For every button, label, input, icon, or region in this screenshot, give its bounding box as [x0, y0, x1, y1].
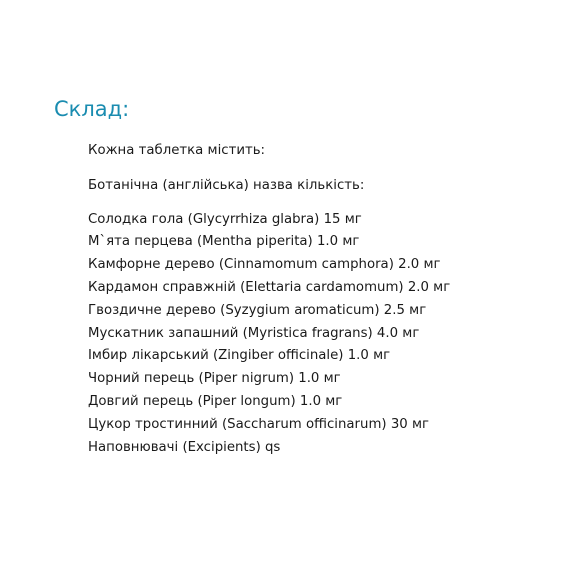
ingredient-item: Довгий перець (Piper longum) 1.0 мг — [88, 393, 343, 409]
ingredient-item: М`ята перцева (Mentha piperita) 1.0 мг — [88, 234, 360, 250]
ingredient-list — [88, 209, 558, 460]
composition-content — [88, 140, 558, 459]
intro-text: Кожна таблетка містить: — [88, 143, 266, 158]
ingredient-item: Імбир лікарський (Zingiber officinale) 1.0 мг — [88, 348, 391, 364]
ingredient-item: Кардамон справжній (Elettaria cardamomum) 2.0 мг — [88, 279, 451, 295]
ingredient-item: Гвоздичне дерево (Syzygium aromaticum) 2.5 мг — [88, 302, 427, 318]
ingredient-item: Наповнювачі (Excipients) qs — [88, 439, 281, 455]
ingredient-item: Солодка гола (Glycyrrhiza glabra) 15 мг — [88, 211, 362, 227]
ingredient-item: Камфорне дерево (Cinnamomum camphora) 2.0 мг — [88, 257, 441, 273]
ingredient-item: Цукор тростинний (Saccharum officinarum) 30 мг — [88, 416, 429, 432]
ingredient-item: Чорний перець (Piper nigrum) 1.0 мг — [88, 371, 341, 387]
ingredient-item: Мускатник запашний (Myristica fragrans) 4.0 мг — [88, 325, 420, 341]
composition-heading: Склад: — [54, 97, 130, 121]
list-subheading: Ботанічна (англійська) назва кількість: — [88, 177, 365, 193]
